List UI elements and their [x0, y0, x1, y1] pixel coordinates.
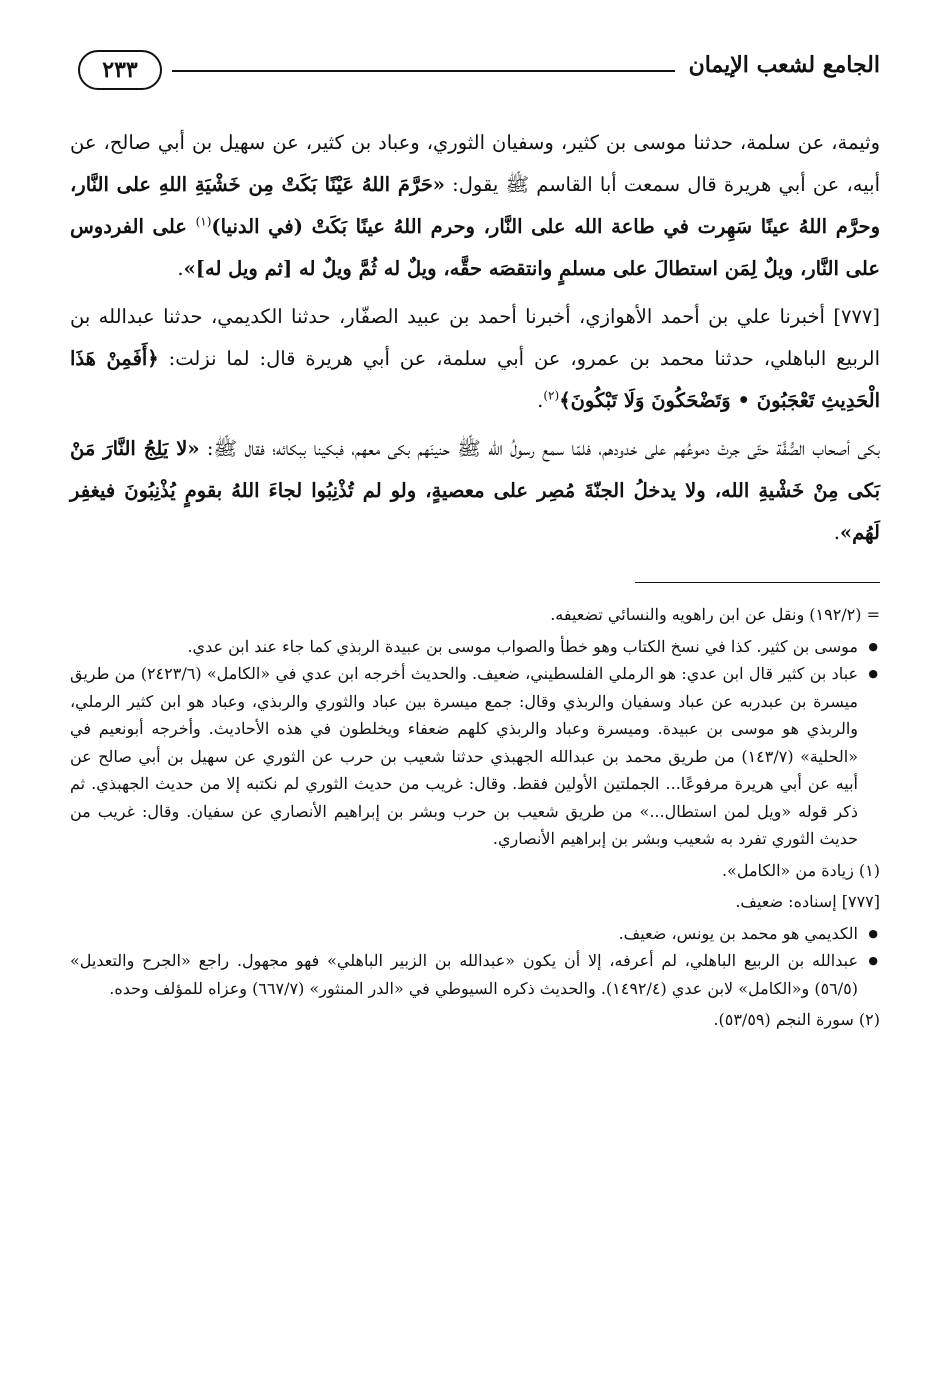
quran-verse: ﴿أَفَمِنْ هَذَا الْحَدِيثِ تَعْجَبُونَ • وَتَضْحَكُونَ وَلَا تَبْكُونَ﴾ — [70, 347, 880, 412]
page-number: ٢٣٣ — [78, 50, 162, 90]
para1-text: وثيمة، عن سلمة، حدثنا موسى بن كثير، وسفيان الثوري، وعباد بن كثير، عن سهيل بن أبي صالح، عن أبيه، عن أبي هريرة قال سمعت أبا القاسم ﷺ يقول: — [70, 131, 880, 196]
para3-text: بكى أصحاب الصُّفَّة حتّى جرتْ دموعُهم على خدودهم، فلمّا سمع رسولُ الله ﷺ حنينَهم بكى معهم، فبكينا ببكائه؛ فقال ﷺ: — [199, 437, 880, 460]
hadith-text-2: على الفردوس على النَّار، ويلٌ لِمَن استطالَ على مسلمٍ وانتقصَه حقَّه، ويلٌ له ثُمَّ ويلٌ له [ثم ويل له]» — [70, 215, 880, 280]
footnote-ref-2: (٢) — [543, 388, 560, 403]
footnote-bullet: ● عباد بن كثير قال ابن عدي: هو الرملي الفلسطيني، ضعيف. والحديث أخرجه ابن عدي في «الكامل» (٢٤٢٣/٦) من طريق ميسرة بن عبدربه عن عباد وسفيان والربذي وقال: جمع ميسرة بين عباد والثوري والربذي، وعباد هو ابن كثير الرملي، والربذي هو موسى بن عبيدة. وميسرة وعباد والربذي كلهم ضعفاء ويخلطون في هذه الأحاديث. وأخرجه أبونعيم في «الحلية» (١٤٣/٧) من طريق محمد بن عبدالله الجهبذي حدثنا شعيب بن حرب عن الثوري عن سهيل بن أبي صالح عن أبيه عن أبي هريرة مرفوعًا... الجملتين الأولين فقط. وقال: غريب من حديث الثوري لم نكتبه إلا من حديث الجهبذي. ثم ذكر قوله «ويل لمن استطال...» من طريق شعيب بن حرب وبشر بن إبراهيم الأنصاري عن سفيان. وقال: غريب من حديث الثوري تفرد به شعيب وبشر بن إبراهيم الأنصاري. — [70, 660, 858, 853]
header-rule — [172, 70, 675, 72]
footnote-separator-wrap — [70, 560, 880, 601]
para2-end: . — [537, 389, 544, 412]
footnote-bullets-1 — [70, 633, 880, 853]
page-header — [70, 40, 880, 102]
footnote-continuation: = (١٩٢/٢) ونقل عن ابن راهويه والنسائي تضعيفه. — [550, 605, 880, 624]
footnote-bullet: ● عبدالله بن الربيع الباهلي، لم أعرفه، إلا أن يكون «عبدالله بن الزبير الباهلي» فهو مجهول. راجع «الجرح والتعديل» (٥٦/٥) و«الكامل» لابن عدي (١٤٩٢/٤). والحديث ذكره السيوطي في «الدر المنثور» (٦٦٧/٧) وعزاه للمؤلف وحده. — [70, 947, 858, 1002]
hadith-text-1: «حَرَّمَ اللهُ عَيْنًا بَكَتْ مِن خَشْيَةِ اللهِ على النَّار، وحرَّم اللهُ عينًا سَهِرت في طاعة الله على النَّار، وحرم اللهُ عينًا بَكَتْ (في الدنيا) — [70, 173, 880, 238]
para1-end: . — [177, 257, 184, 280]
footnote-2: (٢) سورة النجم (٥٣/٥٩). — [713, 1010, 880, 1029]
hadith-text-3: «لا يَلِجُ النَّارَ مَنْ بَكى مِنْ خَشْيةِ الله، ولا يدخلُ الجنّةَ مُصِر على معصيةٍ، ولو لم تُذْنِبُوا لجاءَ اللهُ بقومٍ يُذْنِبُونَ فيغفِر لَهُم» — [70, 437, 880, 544]
footnotes — [70, 601, 880, 1034]
footnote-bullets-2 — [70, 920, 880, 1003]
paragraph-2 — [70, 296, 880, 422]
footnote-ref-1: (١) — [195, 214, 212, 229]
footnote-bullet: ● موسى بن كثير. كذا في نسخ الكتاب وهو خطأ والصواب موسى بن عبيدة الربذي كما جاء عند ابن عدي. — [70, 633, 858, 661]
isnad-grade: [٧٧٧] إسناده: ضعيف. — [735, 892, 880, 911]
footnote-separator — [635, 582, 880, 583]
para3-end: . — [833, 521, 840, 544]
para2-text: [٧٧٧] أخبرنا علي بن أحمد الأهوازي، أخبرنا أحمد بن عبيد الصفّار، حدثنا الكديمي، حدثنا عبدالله بن الربيع الباهلي، حدثنا محمد بن عمرو، عن أبي سلمة، عن أبي هريرة قال: لما نزلت: — [70, 305, 880, 370]
footnote-bullet: ● الكديمي هو محمد بن يونس، ضعيف. — [70, 920, 858, 948]
main-text — [70, 122, 880, 554]
paragraph-3 — [70, 428, 880, 554]
paragraph-1 — [70, 122, 880, 290]
page — [70, 40, 880, 1038]
footnote-1: (١) زيادة من «الكامل». — [721, 860, 880, 880]
book-title: الجامع لشعب الإيمان — [688, 52, 880, 78]
